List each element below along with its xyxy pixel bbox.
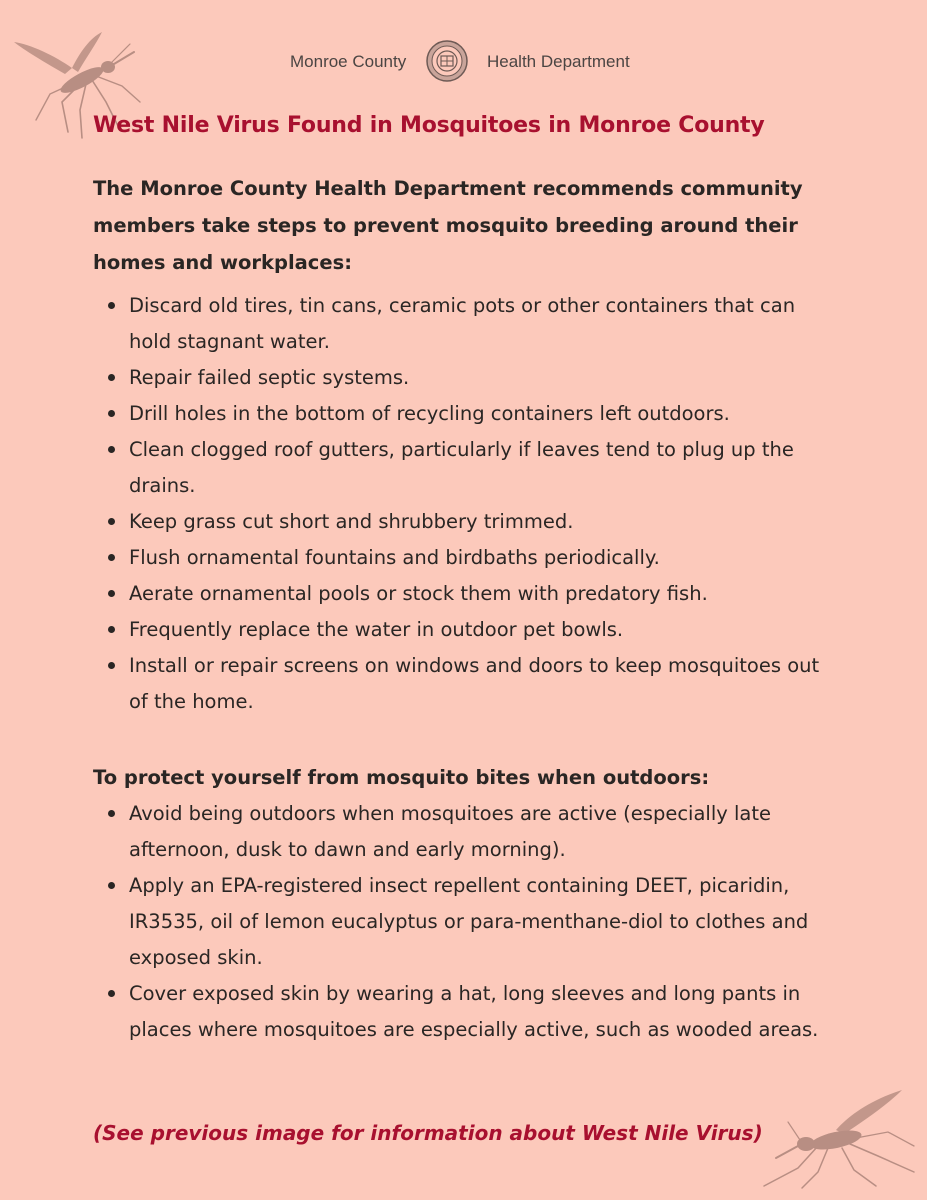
list-item: Avoid being outdoors when mosquitoes are active (especially late afternoon, dusk to dawn and early morning). — [93, 796, 843, 868]
intro-paragraph: The Monroe County Health Department recommends community members take steps to prevent mosquito breeding around their homes and workplaces: — [93, 177, 803, 274]
list-item: Flush ornamental fountains and birdbaths periodically. — [93, 540, 843, 576]
protect-heading: To protect yourself from mosquito bites when outdoors: — [93, 766, 710, 789]
list-item: Repair failed septic systems. — [93, 360, 843, 396]
header-county-name: Monroe County — [290, 52, 407, 71]
list-item: Discard old tires, tin cans, ceramic pots or other containers that can hold stagnant water. — [93, 288, 843, 360]
list-item: Aerate ornamental pools or stock them with predatory fish. — [93, 576, 843, 612]
prevention-list — [93, 288, 843, 720]
list-item: Install or repair screens on windows and doors to keep mosquitoes out of the home. — [93, 648, 843, 720]
page-title: West Nile Virus Found in Mosquitoes in Monroe County — [93, 113, 765, 138]
footer-note: (See previous image for information about West Nile Virus) — [93, 1121, 763, 1145]
header — [0, 38, 927, 88]
header-department-name: Health Department — [487, 52, 630, 71]
list-item: Frequently replace the water in outdoor pet bowls. — [93, 612, 843, 648]
protection-list — [93, 796, 843, 1048]
list-item: Clean clogged roof gutters, particularly if leaves tend to plug up the drains. — [93, 432, 843, 504]
list-item: Cover exposed skin by wearing a hat, long sleeves and long pants in places where mosquitoes are especially active, such as wooded areas. — [93, 976, 843, 1048]
list-item: Keep grass cut short and shrubbery trimmed. — [93, 504, 843, 540]
county-seal-icon — [426, 40, 468, 82]
list-item: Drill holes in the bottom of recycling containers left outdoors. — [93, 396, 843, 432]
list-item: Apply an EPA-registered insect repellent containing DEET, picaridin, IR3535, oil of lemon eucalyptus or para-menthane-diol to clothes and exposed skin. — [93, 868, 843, 976]
mosquito-icon — [758, 1086, 918, 1190]
